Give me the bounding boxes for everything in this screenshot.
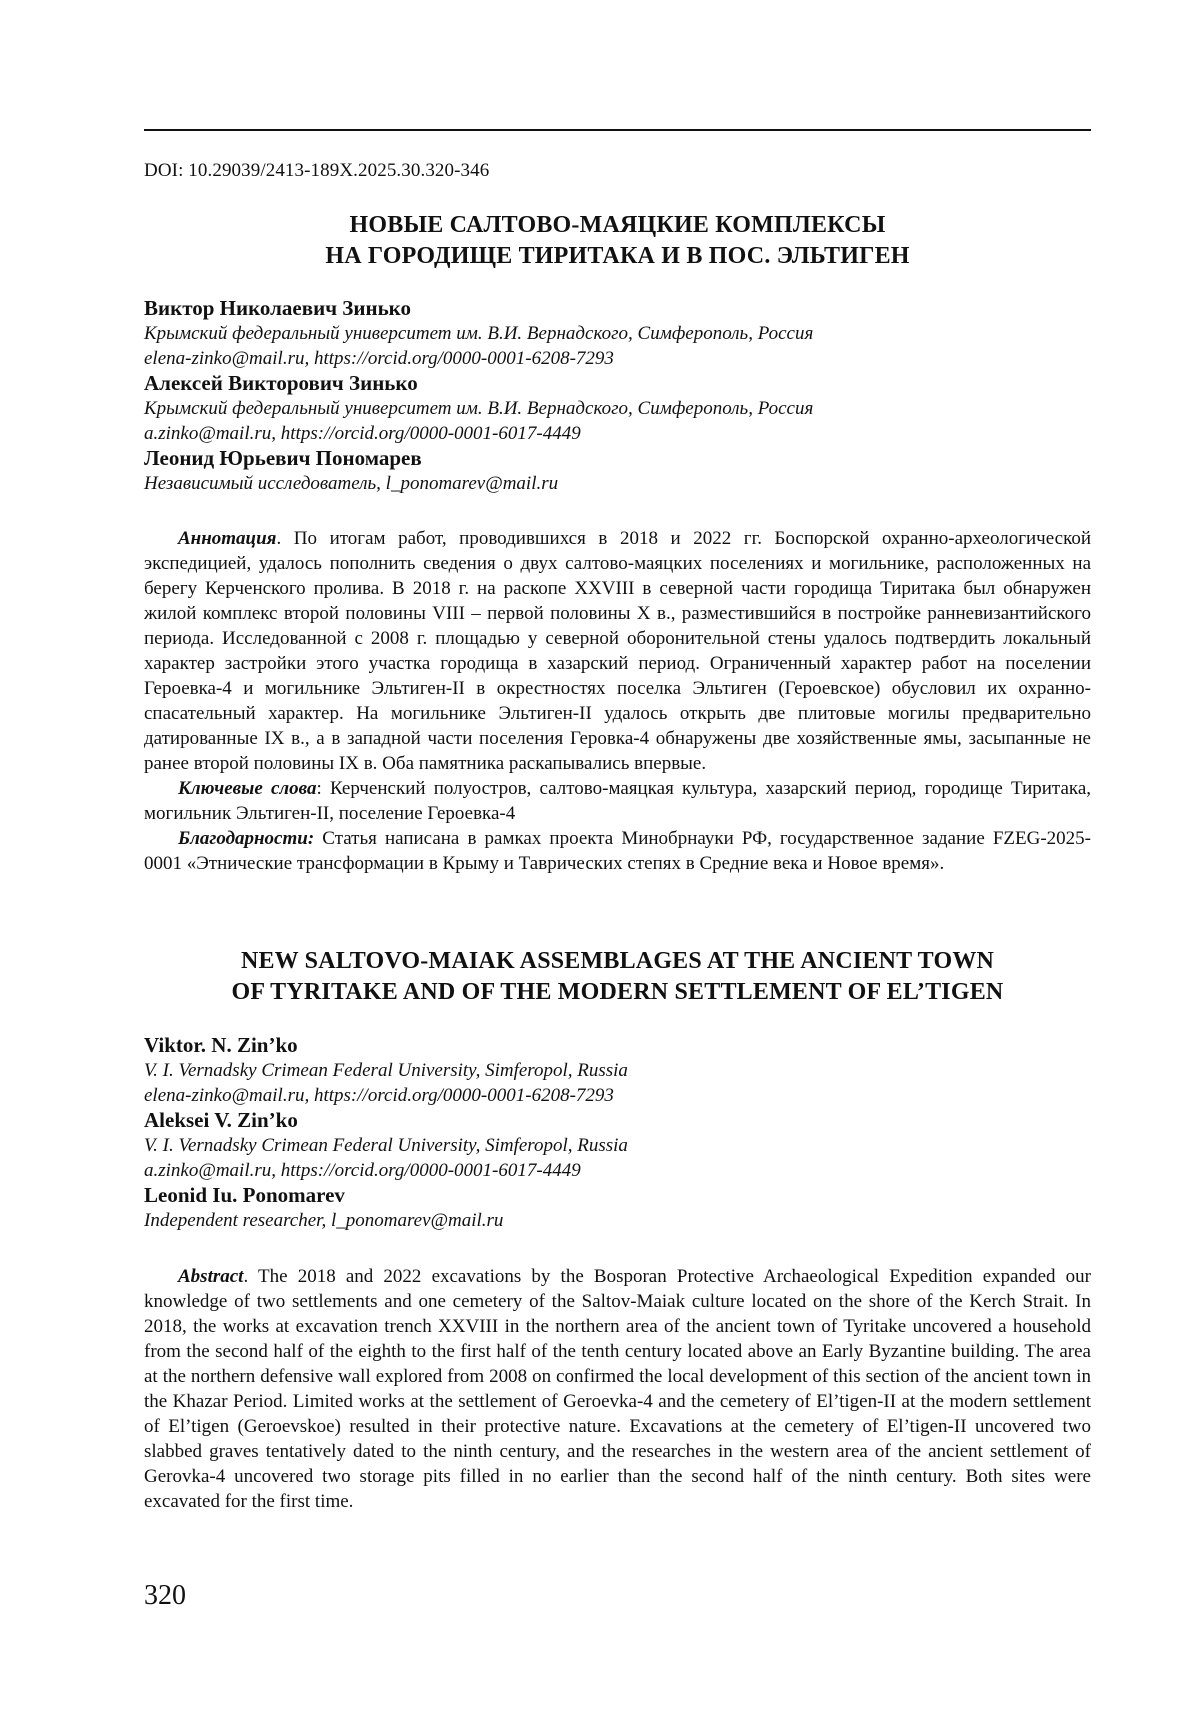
author-contact[interactable]: a.zinko@mail.ru, https://orcid.org/0000-0001-6017-4449 — [144, 1160, 581, 1181]
abstract-en — [144, 1264, 1091, 1514]
author-name: Леонид Юрьевич Пономарев — [144, 446, 422, 470]
author-contact[interactable]: elena-zinko@mail.ru, https://orcid.org/0000-0001-6208-7293 — [144, 348, 614, 369]
page-number: 320 — [144, 1580, 186, 1611]
title-ru-line1: НОВЫЕ САЛТОВО-МАЯЦКИЕ КОМПЛЕКСЫ — [349, 212, 886, 238]
title-en-line2: OF TYRITAKE AND OF THE MODERN SETTLEMENT OF EL’TIGEN — [231, 979, 1004, 1005]
author-contact[interactable]: elena-zinko@mail.ru, https://orcid.org/0000-0001-6208-7293 — [144, 1085, 614, 1106]
abstract-label: Abstract — [178, 1266, 244, 1287]
acknowledgements-label: Благодарности: — [178, 828, 315, 849]
title-ru — [144, 210, 1091, 272]
header-rule — [144, 129, 1091, 131]
annotation-paragraph — [144, 526, 1091, 776]
keywords-text: : Керченский полуостров, салтово-маяцкая культура, хазарский период, городище Тиритака, могильник Эльтиген-II, поселение Героевка-4 — [144, 778, 1092, 824]
acknowledgements-paragraph — [144, 826, 1091, 876]
authors-ru — [144, 296, 1091, 496]
title-ru-line2: НА ГОРОДИЩЕ ТИРИТАКА И В ПОС. ЭЛЬТИГЕН — [325, 243, 910, 269]
author-name: Leonid Iu. Ponomarev — [144, 1183, 345, 1207]
author-affiliation: Крымский федеральный университет им. В.И. Вернадского, Симферополь, Россия — [144, 323, 814, 344]
author-name: Алексей Викторович Зинько — [144, 371, 418, 395]
title-en — [144, 946, 1091, 1008]
author-name: Viktor. N. Zin’ko — [144, 1033, 298, 1057]
author-name: Aleksei V. Zin’ko — [144, 1108, 298, 1132]
abstract-ru — [144, 526, 1091, 876]
title-en-line1: NEW SALTOVO-MAIAK ASSEMBLAGES AT THE ANCIENT TOWN — [240, 948, 995, 974]
author-affiliation: V. I. Vernadsky Crimean Federal University, Simferopol, Russia — [144, 1060, 628, 1081]
author-affiliation: Независимый исследователь, l_ponomarev@mail.ru — [144, 473, 559, 494]
keywords-paragraph — [144, 776, 1091, 826]
author-affiliation: Independent researcher, l_ponomarev@mail.ru — [144, 1210, 504, 1231]
annotation-label: Аннотация — [178, 528, 277, 549]
author-affiliation: Крымский федеральный университет им. В.И. Вернадского, Симферополь, Россия — [144, 398, 814, 419]
author-contact[interactable]: a.zinko@mail.ru, https://orcid.org/0000-0001-6017-4449 — [144, 423, 581, 444]
acknowledgements-text: Статья написана в рамках проекта Минобрнауки РФ, государственное задание FZEG-2025-0001 «Этнические трансформации в Крыму и Таврических степях в Средние века и Новое время». — [144, 828, 1091, 874]
abstract-paragraph — [144, 1264, 1091, 1514]
author-affiliation: V. I. Vernadsky Crimean Federal University, Simferopol, Russia — [144, 1135, 628, 1156]
authors-en — [144, 1033, 1091, 1233]
article-page — [144, 0, 1091, 1714]
abstract-text: . The 2018 and 2022 excavations by the Bosporan Protective Archaeological Expedition expanded our knowledge of two settlements and one cemetery of the Saltov-Maiak culture located on the shore of the Kerch Strait. In 2018, the works at excavation trench XXVIII in the northern area of the ancient town of Tyritake uncovered a household from the second half of the eighth to the first half of the tenth century located above an Early Byzantine building. The area at the northern defensive wall explored from 2008 on confirmed the local development of this section of the ancient town in the Khazar Period. Limited works at the settlement of Geroevka-4 and the cemetery of El’tigen-II at the modern settlement of El’tigen (Geroevskoe) resulted in their protective nature. Excavations at the cemetery of El’tigen-II uncovered two slabbed graves tentatively dated to the ninth century, and the researches in the western area of the ancient settlement of Gerovka-4 uncovered two storage pits filled in no earlier than the second half of the ninth century. Both sites were excavated for the first time. — [144, 1266, 1091, 1512]
doi: DOI: 10.29039/2413-189X.2025.30.320-346 — [144, 160, 490, 181]
keywords-label: Ключевые слова — [178, 778, 317, 799]
author-name: Виктор Николаевич Зинько — [144, 296, 412, 320]
annotation-text: . По итогам работ, проводившихся в 2018 и 2022 гг. Боспорской охранно-археологической экспедицией, удалось пополнить сведения о двух салтово-маяцких поселениях и могильнике, расположенных на берегу Керченского пролива. В 2018 г. на раскопе XXVIII в северной части городища Тиритака был обнаружен жилой комплекс второй половины VIII – первой половины X в., разместившийся в постройке ранневизантийского периода. Исследованной с 2008 г. площадью у северной оборонительной стены удалось подтвердить локальный характер застройки этого участка городища в хазарский период. Ограниченный характер работ на поселении Героевка-4 и могильнике Эльтиген-II в окрестностях поселка Эльтиген (Героевское) обусловил их охранно-спасательный характер. На могильнике Эльтиген-II удалось открыть две плитовые могилы предварительно датированные IX в., а в западной части поселения Геровка-4 обнаружены две хозяйственные ямы, засыпанные не ранее второй половины IX в. Оба памятника раскапывались впервые. — [144, 528, 1091, 774]
